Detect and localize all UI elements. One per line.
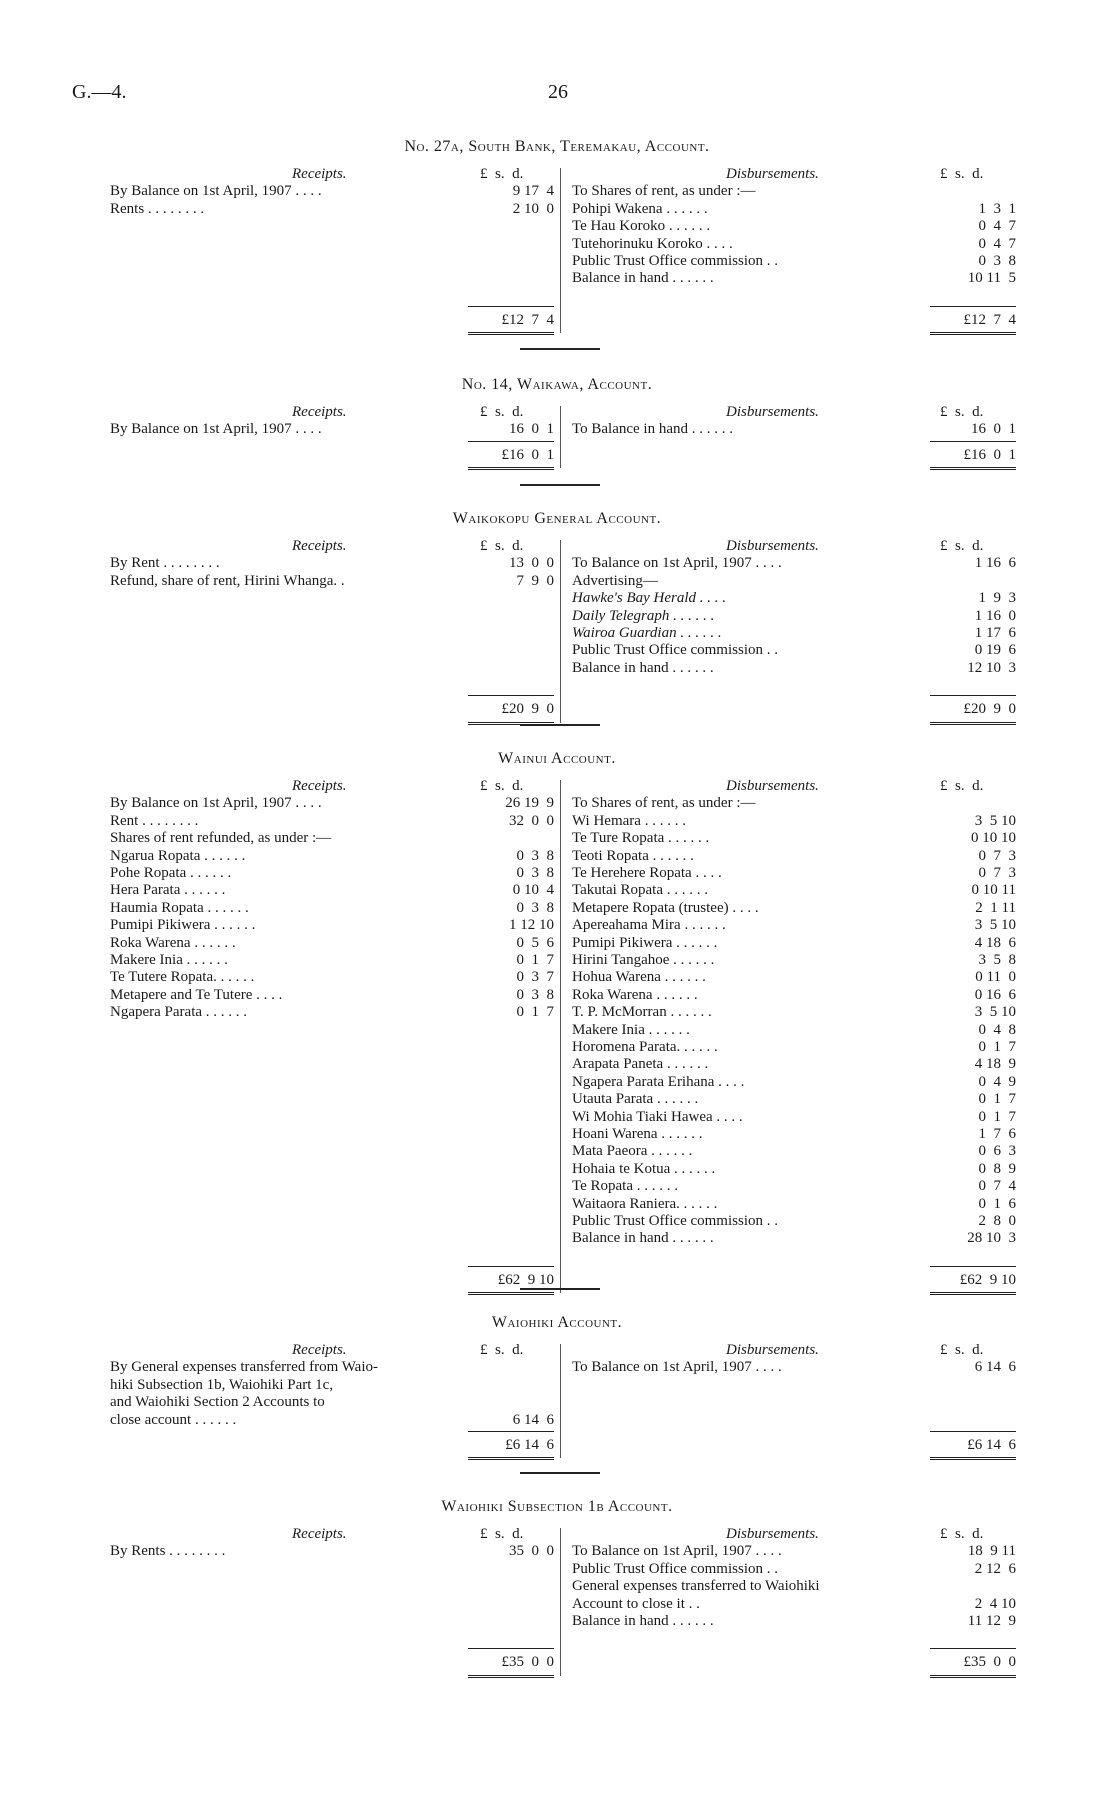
receipt-amount: 1 12 10: [509, 917, 554, 934]
receipt-amount: 2 10 0: [512, 200, 554, 217]
receipt-label: Metapere and Te Tutere . . . .: [110, 986, 283, 1003]
disbursement-amount: 4 18 9: [974, 1056, 1016, 1073]
disbursement-amount: 1 16 0: [974, 607, 1016, 624]
receipt-label: and Waiohiki Section 2 Accounts to: [110, 1394, 325, 1411]
disbursement-row: [0, 573, 1114, 590]
disbursement-row: [0, 1596, 1114, 1613]
disbursement-row: [0, 1543, 1114, 1560]
disbursements-heading: Disbursements.: [726, 1342, 819, 1358]
receipt-label: Ngapera Parata . . . . . .: [110, 1004, 248, 1021]
disbursement-amount: 2 1 11: [975, 899, 1016, 916]
disbursements-total: £6 14 6: [967, 1437, 1016, 1453]
disbursement-label: Te Ture Ropata . . . . . .: [572, 830, 710, 847]
disbursements-total-rule: [930, 332, 1016, 335]
disbursement-row: [0, 865, 1114, 882]
disbursement-amount: 4 18 6: [974, 934, 1016, 951]
disbursement-amount: 0 1 7: [978, 1091, 1016, 1108]
disbursement-row: [0, 1359, 1114, 1376]
disbursement-label: Pumipi Pikiwera . . . . . .: [572, 934, 718, 951]
disbursement-row: [0, 270, 1114, 287]
disbursements-total: £20 9 0: [963, 701, 1016, 718]
receipt-label: Makere Inia . . . . . .: [110, 952, 228, 968]
disbursement-row: [0, 236, 1114, 253]
disbursements-subtotal-rule: [930, 1648, 1016, 1649]
disbursement-label: Ngapera Parata Erihana . . . .: [572, 1073, 745, 1090]
section-separator-rule: [520, 484, 600, 486]
disbursement-row: [0, 625, 1114, 642]
receipt-amount: 13 0 0: [509, 555, 554, 572]
receipts-money-columns: £ s. d.: [480, 1342, 524, 1358]
disbursement-amount: 0 7 4: [978, 1178, 1016, 1195]
disbursements-money-columns: £ s. d.: [940, 778, 984, 794]
receipt-amount: 0 3 8: [516, 899, 554, 916]
disbursements-subtotal-rule: [930, 441, 1016, 442]
receipt-amount: 7 9 0: [516, 572, 554, 589]
disbursement-amount: 2 8 0: [978, 1213, 1016, 1229]
disbursements-heading: Disbursements.: [726, 404, 819, 420]
disbursement-amount: 16 0 1: [971, 421, 1016, 438]
ledger-column-divider: [560, 780, 561, 1293]
receipt-amount: 16 0 1: [509, 421, 554, 438]
receipts-heading: Receipts.: [292, 166, 347, 182]
disbursements-total-rule: [930, 722, 1016, 725]
receipt-label: hiki Subsection 1b, Waiohiki Part 1c,: [110, 1376, 334, 1393]
account-title: No. 14, Waikawa, Account.: [461, 376, 653, 393]
account-title: No. 27a, South Bank, Teremakau, Account.: [404, 138, 710, 155]
receipt-label: Refund, share of rent, Hirini Whanga. .: [110, 572, 345, 589]
disbursement-label: Mata Paeora . . . . . .: [572, 1143, 693, 1160]
account-title: Waiohiki Subsection 1b Account.: [441, 1498, 673, 1515]
disbursements-money-columns: £ s. d.: [940, 1342, 984, 1358]
disbursement-label: Pohipi Wakena . . . . . .: [572, 200, 708, 217]
disbursements-subtotal-rule: [930, 695, 1016, 696]
disbursement-label: General expenses transferred to Waiohiki: [572, 1578, 820, 1595]
receipt-label: Roka Warena . . . . . .: [110, 934, 236, 951]
receipts-total: £12 7 4: [501, 311, 554, 328]
page-number: 26: [548, 81, 568, 103]
receipts-total: £20 9 0: [501, 701, 554, 718]
receipts-money-columns: £ s. d.: [480, 538, 524, 554]
disbursement-label: Balance in hand . . . . . .: [572, 1613, 714, 1629]
receipt-label: Rents . . . . . . . .: [110, 200, 205, 217]
receipt-amount: 9 17 4: [512, 183, 554, 200]
receipts-subtotal-rule: [468, 1431, 554, 1432]
disbursement-label: Te Hau Koroko . . . . . .: [572, 218, 711, 235]
disbursements-subtotal-rule: [930, 306, 1016, 307]
account-title: Waiohiki Account.: [491, 1314, 623, 1331]
disbursement-amount: 0 7 3: [978, 847, 1016, 864]
disbursement-row: [0, 1178, 1114, 1195]
disbursement-amount: 12 10 3: [967, 659, 1016, 676]
disbursement-amount: 1 17 6: [974, 625, 1016, 641]
receipts-heading: Receipts.: [292, 538, 347, 554]
disbursement-amount: 0 1 6: [978, 1195, 1016, 1212]
disbursements-heading: Disbursements.: [726, 166, 819, 182]
receipt-amount: 0 10 4: [512, 882, 554, 899]
disbursement-label: Tutehorinuku Koroko . . . .: [572, 235, 733, 252]
receipts-subtotal-rule: [468, 695, 554, 696]
disbursement-amount: 3 5 10: [974, 1004, 1016, 1021]
disbursement-amount: 0 19 6: [974, 642, 1016, 659]
disbursement-amount: 2 12 6: [974, 1560, 1016, 1577]
receipts-total-rule: [468, 332, 554, 335]
receipt-label: Hera Parata . . . . . .: [110, 882, 226, 899]
disbursement-amount: 1 9 3: [978, 590, 1016, 607]
disbursement-amount: 28 10 3: [967, 1230, 1016, 1247]
receipts-heading: Receipts.: [292, 1526, 347, 1542]
disbursement-label: Public Trust Office commission . .: [572, 1213, 778, 1229]
disbursement-row: [0, 900, 1114, 917]
receipt-amount: 0 3 8: [516, 986, 554, 1003]
disbursement-amount: 0 4 7: [978, 235, 1016, 252]
receipt-label: close account . . . . . .: [110, 1411, 237, 1428]
disbursement-amount: 11 12 9: [967, 1613, 1016, 1629]
receipts-total: £62 9 10: [497, 1271, 554, 1288]
disbursement-amount: 0 11 0: [975, 969, 1016, 986]
disbursement-label: Arapata Paneta . . . . . .: [572, 1056, 709, 1073]
receipt-row: [0, 1394, 560, 1411]
disbursement-label: Hohua Warena . . . . . .: [572, 969, 706, 986]
disbursements-heading: Disbursements.: [726, 538, 819, 554]
disbursements-total-rule: [930, 1292, 1016, 1295]
receipt-amount: 0 3 8: [516, 847, 554, 864]
disbursement-label: Takutai Ropata . . . . . .: [572, 882, 709, 899]
disbursement-row: [0, 1039, 1114, 1056]
disbursement-row: [0, 1004, 1114, 1021]
receipts-heading: Receipts.: [292, 404, 347, 420]
receipts-money-columns: £ s. d.: [480, 166, 524, 182]
receipt-label: By General expenses transferred from Waio-: [110, 1359, 378, 1376]
disbursements-subtotal-rule: [930, 1431, 1016, 1432]
disbursement-amount: 0 4 7: [978, 218, 1016, 235]
disbursement-row: [0, 1561, 1114, 1578]
disbursement-amount: 0 10 11: [971, 882, 1016, 899]
disbursement-label: Hirini Tangahoe . . . . . .: [572, 952, 715, 968]
disbursement-row: [0, 1161, 1114, 1178]
receipt-label: Pumipi Pikiwera . . . . . .: [110, 917, 256, 934]
disbursement-label: Account to close it . .: [572, 1595, 700, 1612]
disbursement-row: [0, 1143, 1114, 1160]
disbursement-label: Wi Hemara . . . . . .: [572, 812, 686, 829]
ledger-column-divider: [560, 168, 561, 333]
disbursement-label: Wi Mohia Tiaki Hawea . . . .: [572, 1108, 743, 1125]
receipts-money-columns: £ s. d.: [480, 778, 524, 794]
ledger-column-divider: [560, 406, 561, 468]
receipts-heading: Receipts.: [292, 778, 347, 794]
disbursement-label: Public Trust Office commission . .: [572, 642, 778, 659]
disbursements-total: £62 9 10: [959, 1271, 1016, 1288]
disbursement-row: [0, 1109, 1114, 1126]
disbursement-label: Te Ropata . . . . . .: [572, 1178, 679, 1195]
disbursement-row: [0, 201, 1114, 218]
disbursement-amount: 0 1 7: [978, 1108, 1016, 1125]
disbursement-label: T. P. McMorran . . . . . .: [572, 1004, 712, 1021]
disbursement-label: To Shares of rent, as under :—: [572, 795, 756, 812]
disbursement-label: Hoani Warena . . . . . .: [572, 1126, 703, 1142]
disbursement-row: [0, 1213, 1114, 1230]
disbursement-amount: 1 3 1: [978, 200, 1016, 217]
disbursement-row: [0, 848, 1114, 865]
disbursement-row: [0, 1578, 1114, 1595]
disbursement-amount: 0 1 7: [978, 1039, 1016, 1055]
receipts-money-columns: £ s. d.: [480, 404, 524, 420]
disbursements-total: £16 0 1: [963, 446, 1016, 463]
disbursement-label: Te Herehere Ropata . . . .: [572, 865, 722, 881]
disbursement-label: Hawke's Bay Herald . . . .: [572, 590, 727, 607]
disbursement-row: [0, 795, 1114, 812]
receipt-amount: 0 3 7: [516, 969, 554, 986]
disbursement-row: [0, 555, 1114, 572]
disbursement-row: [0, 1056, 1114, 1073]
disbursement-amount: 1 7 6: [978, 1126, 1016, 1142]
disbursement-amount: 0 16 6: [974, 986, 1016, 1003]
disbursement-label: To Balance on 1st April, 1907 . . . .: [572, 1543, 782, 1560]
disbursements-heading: Disbursements.: [726, 1526, 819, 1542]
disbursement-amount: 0 3 8: [978, 253, 1016, 269]
disbursement-label: To Balance in hand . . . . . .: [572, 421, 733, 438]
disbursement-row: [0, 917, 1114, 934]
disbursements-total-rule: [930, 1675, 1016, 1678]
receipt-amount: 35 0 0: [509, 1543, 554, 1560]
disbursement-row: [0, 642, 1114, 659]
page-header-left: G.—4.: [72, 81, 127, 103]
disbursement-row: [0, 1074, 1114, 1091]
disbursement-amount: 0 4 9: [978, 1073, 1016, 1090]
receipt-label: By Rent . . . . . . . .: [110, 555, 220, 572]
disbursement-row: [0, 830, 1114, 847]
receipts-total-rule: [468, 1457, 554, 1460]
receipts-total-rule: [468, 1292, 554, 1295]
disbursement-row: [0, 608, 1114, 625]
disbursement-label: Balance in hand . . . . . .: [572, 1230, 714, 1247]
disbursements-money-columns: £ s. d.: [940, 1526, 984, 1542]
receipt-label: Pohe Ropata . . . . . .: [110, 865, 232, 881]
disbursements-heading: Disbursements.: [726, 778, 819, 794]
disbursement-row: [0, 987, 1114, 1004]
receipts-money-columns: £ s. d.: [480, 1526, 524, 1542]
disbursement-label: Horomena Parata. . . . . .: [572, 1039, 718, 1055]
disbursement-amount: 0 6 3: [978, 1143, 1016, 1160]
disbursement-label: Apereahama Mira . . . . . .: [572, 917, 726, 934]
disbursements-money-columns: £ s. d.: [940, 538, 984, 554]
disbursement-row: [0, 1230, 1114, 1247]
disbursement-label: Teoti Ropata . . . . . .: [572, 847, 694, 864]
disbursement-row: [0, 935, 1114, 952]
disbursement-label: To Balance on 1st April, 1907 . . . .: [572, 555, 782, 572]
receipt-label: Shares of rent refunded, as under :—: [110, 830, 332, 847]
receipt-amount: 26 19 9: [505, 795, 554, 812]
disbursements-total: £12 7 4: [963, 311, 1016, 328]
receipt-row: [0, 1377, 560, 1394]
disbursements-money-columns: £ s. d.: [940, 404, 984, 420]
disbursement-row: [0, 218, 1114, 235]
disbursements-subtotal-rule: [930, 1266, 1016, 1267]
receipt-amount: 32 0 0: [509, 812, 554, 829]
ledger-column-divider: [560, 1528, 561, 1676]
receipt-label: Haumia Ropata . . . . . .: [110, 899, 249, 916]
receipts-total: £6 14 6: [505, 1437, 554, 1453]
receipts-total: £35 0 0: [501, 1654, 554, 1671]
receipt-amount: 0 5 6: [516, 934, 554, 951]
receipt-label: Ngarua Ropata . . . . . .: [110, 847, 246, 864]
disbursement-amount: 0 8 9: [978, 1160, 1016, 1177]
disbursement-row: [0, 1126, 1114, 1143]
receipt-label: By Balance on 1st April, 1907 . . . .: [110, 795, 322, 812]
disbursement-label: Makere Inia . . . . . .: [572, 1021, 690, 1038]
receipts-subtotal-rule: [468, 306, 554, 307]
disbursement-row: [0, 1091, 1114, 1108]
receipt-label: Te Tutere Ropata. . . . . .: [110, 969, 255, 986]
disbursements-money-columns: £ s. d.: [940, 166, 984, 182]
receipt-label: By Rents . . . . . . . .: [110, 1543, 226, 1560]
disbursement-label: Roka Warena . . . . . .: [572, 986, 698, 1003]
disbursement-amount: 3 5 8: [978, 952, 1016, 968]
disbursement-row: [0, 1613, 1114, 1630]
disbursement-amount: 3 5 10: [974, 812, 1016, 829]
receipt-amount: 0 3 8: [516, 865, 554, 881]
disbursement-amount: 18 9 11: [967, 1543, 1016, 1560]
disbursement-row: [0, 590, 1114, 607]
disbursement-row: [0, 421, 1114, 438]
disbursement-amount: 0 7 3: [978, 865, 1016, 881]
section-separator-rule: [520, 724, 600, 726]
receipt-amount: 6 14 6: [512, 1411, 554, 1428]
disbursement-row: [0, 1022, 1114, 1039]
receipt-amount: 0 1 7: [516, 952, 554, 968]
disbursement-label: Advertising—: [572, 572, 658, 589]
disbursement-amount: 3 5 10: [974, 917, 1016, 934]
disbursement-label: Balance in hand . . . . . .: [572, 270, 714, 287]
ledger-column-divider: [560, 540, 561, 723]
receipt-amount: 0 1 7: [516, 1004, 554, 1021]
disbursement-amount: 2 4 10: [974, 1595, 1016, 1612]
disbursement-row: [0, 1196, 1114, 1213]
disbursement-amount: 0 4 8: [978, 1021, 1016, 1038]
disbursement-label: Utauta Parata . . . . . .: [572, 1091, 699, 1108]
disbursement-label: To Shares of rent, as under :—: [572, 183, 756, 200]
disbursement-label: Waitaora Raniera. . . . . .: [572, 1195, 718, 1212]
disbursement-row: [0, 969, 1114, 986]
disbursements-total: £35 0 0: [963, 1654, 1016, 1671]
disbursement-row: [0, 952, 1114, 969]
receipts-heading: Receipts.: [292, 1342, 347, 1358]
disbursement-label: Balance in hand . . . . . .: [572, 659, 714, 676]
section-separator-rule: [520, 1472, 600, 1474]
disbursement-row: [0, 882, 1114, 899]
section-separator-rule: [520, 348, 600, 350]
receipts-subtotal-rule: [468, 1648, 554, 1649]
receipt-row: [0, 1412, 560, 1429]
disbursements-total-rule: [930, 467, 1016, 470]
disbursement-amount: 10 11 5: [967, 270, 1016, 287]
receipts-total: £16 0 1: [501, 446, 554, 463]
receipt-label: Rent . . . . . . . .: [110, 812, 199, 829]
disbursement-label: Public Trust Office commission . .: [572, 253, 778, 269]
disbursement-row: [0, 253, 1114, 270]
disbursements-total-rule: [930, 1457, 1016, 1460]
section-separator-rule: [520, 1288, 600, 1290]
receipts-subtotal-rule: [468, 441, 554, 442]
receipts-total-rule: [468, 1675, 554, 1678]
receipt-label: By Balance on 1st April, 1907 . . . .: [110, 183, 322, 200]
disbursement-label: Daily Telegraph . . . . . .: [572, 607, 715, 624]
account-title: Waikokopu General Account.: [452, 510, 662, 527]
disbursement-label: Metapere Ropata (trustee) . . . .: [572, 899, 759, 916]
disbursement-label: To Balance on 1st April, 1907 . . . .: [572, 1359, 782, 1376]
disbursement-label: Public Trust Office commission . .: [572, 1560, 778, 1577]
receipts-total-rule: [468, 467, 554, 470]
ledger-column-divider: [560, 1344, 561, 1458]
disbursement-amount: 0 10 10: [971, 830, 1016, 847]
disbursement-row: [0, 813, 1114, 830]
disbursement-amount: 1 16 6: [974, 555, 1016, 572]
receipts-subtotal-rule: [468, 1266, 554, 1267]
account-title: Wainui Account.: [498, 750, 616, 767]
disbursement-amount: 6 14 6: [974, 1359, 1016, 1376]
disbursement-label: Wairoa Guardian . . . . . .: [572, 625, 722, 641]
receipt-label: By Balance on 1st April, 1907 . . . .: [110, 421, 322, 438]
disbursement-label: Hohaia te Kotua . . . . . .: [572, 1160, 716, 1177]
disbursement-row: [0, 660, 1114, 677]
disbursement-row: [0, 183, 1114, 200]
